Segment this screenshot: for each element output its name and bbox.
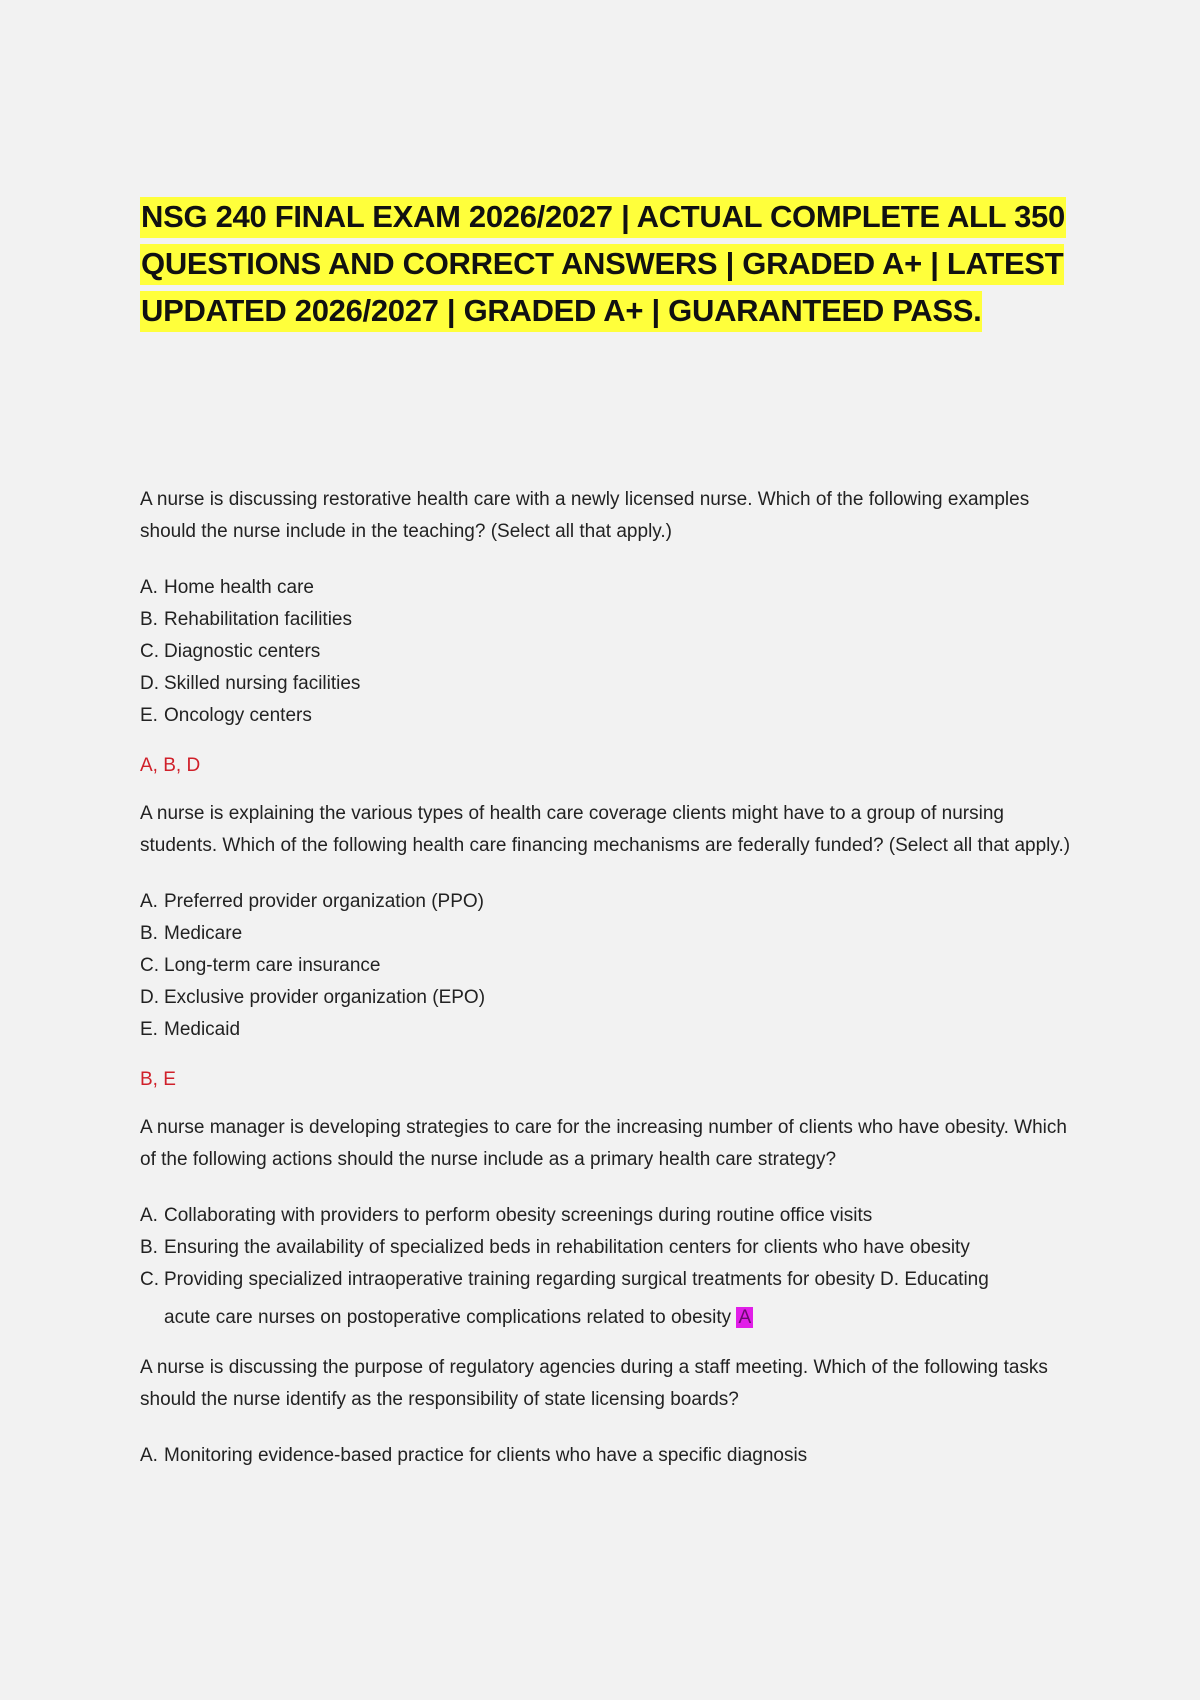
answer-text: A, B, D [140,755,201,776]
question-text: A nurse is discussing restorative health care with a newly licensed nurse. Which of the following examples should the nurse include in the teaching? (Select all that apply.) [140,489,1030,542]
spacer [140,334,1080,484]
option-item: A. Home health care [140,577,314,598]
inline-answer-highlight: A [738,1307,752,1328]
option-continuation: acute care nurses on postoperative complications related to obesity A [164,1307,752,1328]
option-item: E. Medicaid [140,1019,241,1040]
option-item: C. Providing specialized intraoperative training regarding surgical treatments for obesity D. Educating acute care nurses on postoperative complications related to obesity A [140,1264,1080,1334]
option-item: A. Collaborating with providers to perform obesity screenings during routine office visits [140,1205,873,1226]
option-list [140,1440,1080,1472]
title-highlight: NSG 240 FINAL EXAM 2026/2027 | ACTUAL COMPLETE ALL 350 QUESTIONS AND CORRECT ANSWERS | GRADED A+ | LATEST UPDATED 2026/2027 | GRADED A+ | GUARANTEED PASS. [140,197,1066,332]
option-item: A. Preferred provider organization (PPO) [140,891,484,912]
question-text: A nurse is discussing the purpose of regulatory agencies during a staff meeting. Which of the following tasks should the nurse identify as the responsibility of state licensing boards? [140,1357,1048,1410]
question-block-4 [140,1352,1080,1472]
question-text: A nurse manager is developing strategies to care for the increasing number of clients who have obesity. Which of the following actions should the nurse include as a primary health care strategy? [140,1117,1067,1170]
option-item: B. Rehabilitation facilities [140,609,352,630]
option-list [140,572,1080,732]
question-block-1 [140,484,1080,782]
question-block-2 [140,798,1080,1096]
page-title [140,193,1080,334]
option-list [140,1200,1080,1334]
option-item: B. Ensuring the availability of specialized beds in rehabilitation centers for clients who have obesity [140,1237,970,1258]
option-item: C. Diagnostic centers [140,641,321,662]
option-item: E. Oncology centers [140,705,312,726]
option-item: D. Skilled nursing facilities [140,673,361,694]
option-item: B. Medicare [140,923,243,944]
answer-text: B, E [140,1069,176,1090]
question-block-3 [140,1112,1080,1334]
option-item: A. Monitoring evidence-based practice for clients who have a specific diagnosis [140,1445,808,1466]
option-list [140,886,1080,1046]
question-text: A nurse is explaining the various types of health care coverage clients might have to a group of nursing students. Which of the following health care financing mechanisms are federally funded? (Select all that apply.) [140,803,1071,856]
option-item: C. Long-term care insurance [140,955,381,976]
option-item: D. Exclusive provider organization (EPO) [140,987,486,1008]
